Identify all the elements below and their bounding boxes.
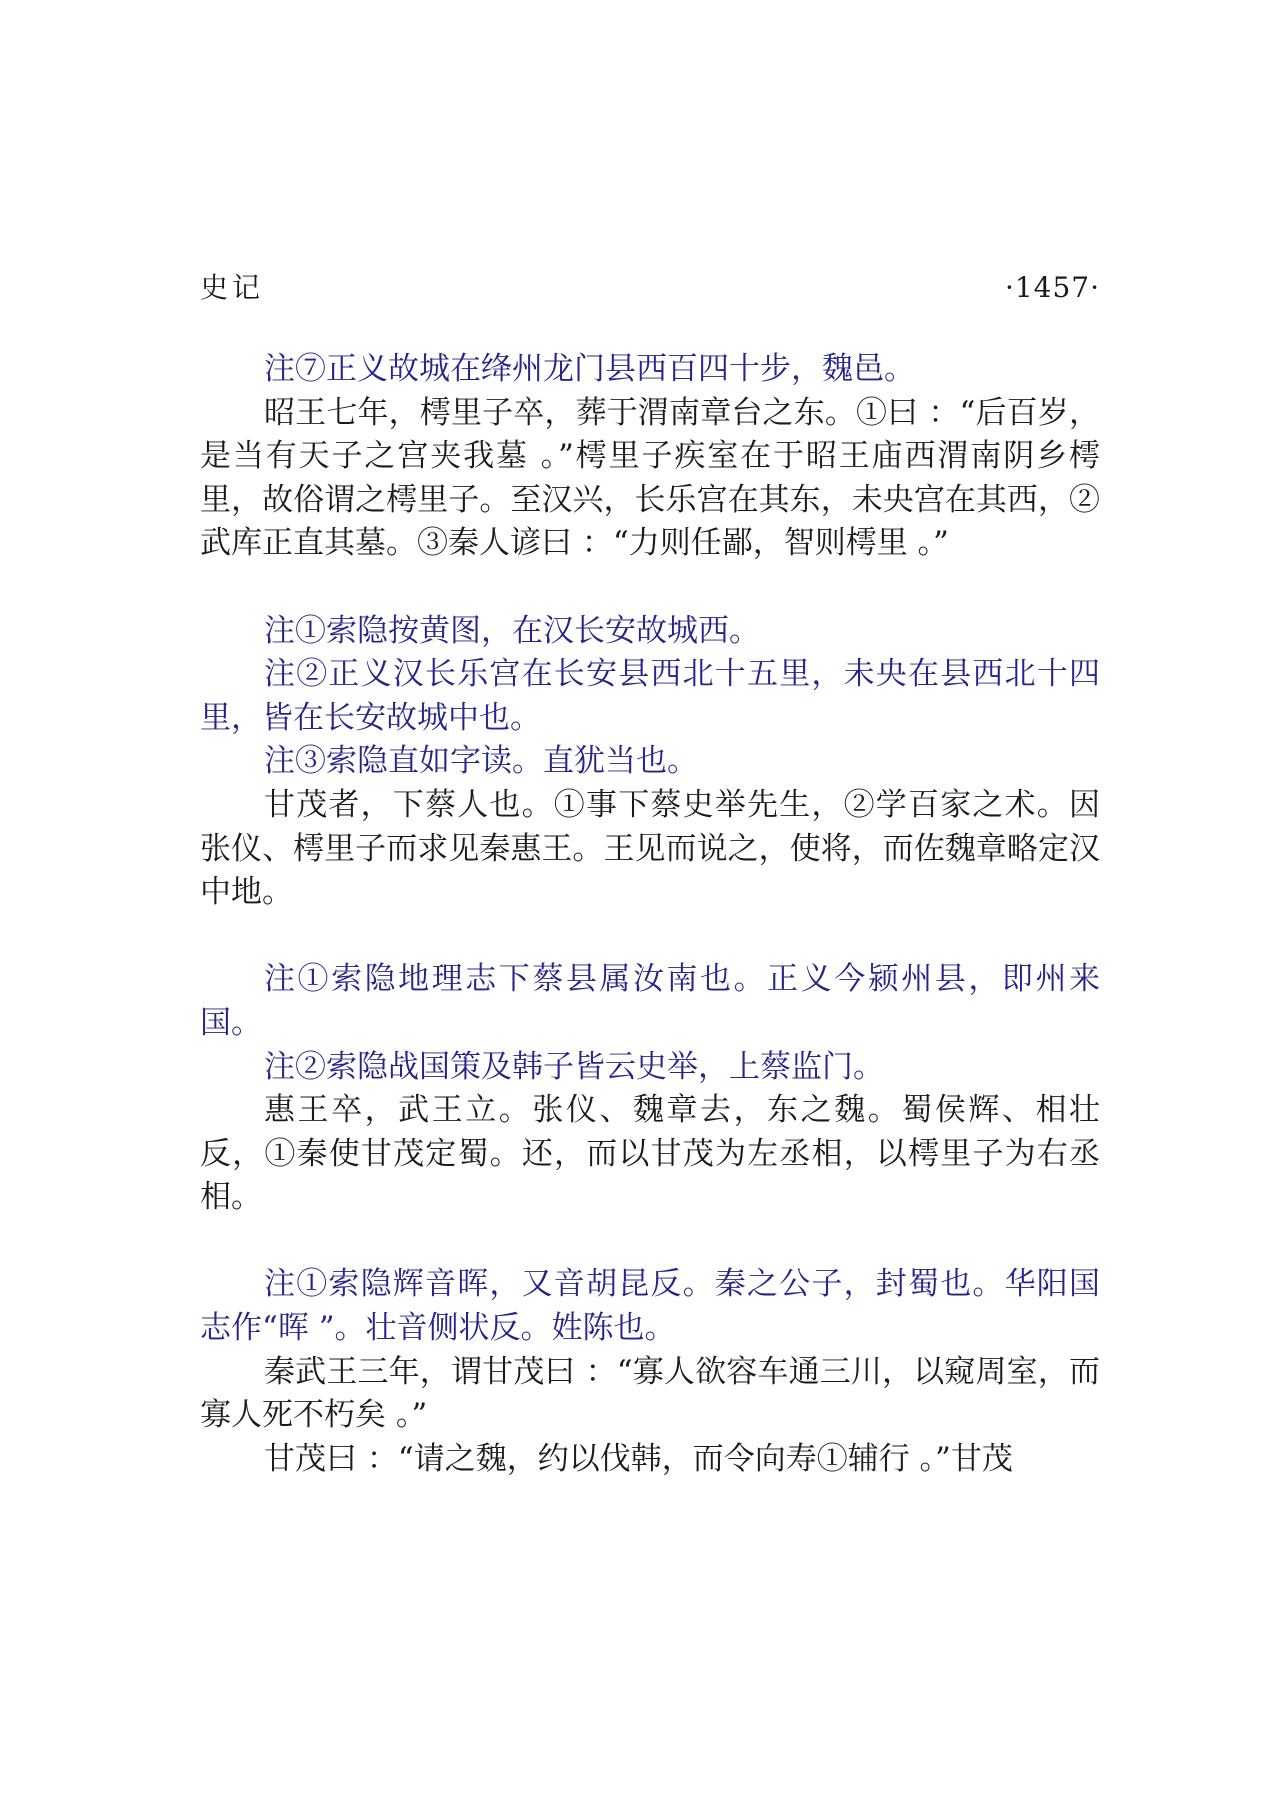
text-paragraph: 甘茂曰 ：“请之魏，约以伐韩，而令向寿①辅行 。”甘茂 bbox=[264, 1440, 1013, 1477]
annotation-paragraph: 注①索隐辉音晖，又音胡昆反。秦之公子，封蜀也。华阳国志作“晖 ”。壮音侧状反。姓陈也。 bbox=[200, 1266, 1100, 1347]
page bbox=[200, 268, 1100, 1481]
paragraph-gap bbox=[200, 566, 1100, 610]
annotation-paragraph: 注③索隐直如字读。直犹当也。 bbox=[264, 743, 698, 780]
paragraph-gap bbox=[200, 1220, 1100, 1264]
text-paragraph: 昭王七年，樗里子卒，葬于渭南章台之东。①曰 ：“后百岁，是当有天子之宫夹我墓 。”樗里子疾室在于昭王庙西渭南阴乡樗里，故俗谓之樗里子。至汉兴，长乐宫在其东，未央宫在其西，②武库正直其墓。③秦人谚曰 ：“力则任鄙，智则樗里 。” bbox=[200, 394, 1100, 562]
page-header bbox=[200, 268, 1100, 308]
text-paragraph: 秦武王三年，谓甘茂曰 ：“寡人欲容车通三川，以窥周室，而寡人死不朽矣 。” bbox=[200, 1353, 1100, 1434]
annotation-paragraph: 注②正义汉长乐宫在长安县西北十五里，未央在县西北十四里，皆在长安故城中也。 bbox=[200, 656, 1100, 736]
page-number: ·1457· bbox=[1004, 271, 1100, 304]
book-title: 史记 bbox=[200, 271, 265, 304]
annotation-paragraph: 注①索隐按黄图，在汉长安故城西。 bbox=[264, 612, 760, 649]
page-body bbox=[200, 348, 1100, 1481]
annotation-paragraph: 注①索隐地理志下蔡县属汝南也。正义今颍州县，即州来国。 bbox=[200, 961, 1100, 1041]
annotation-paragraph: 注②索隐战国策及韩子皆云史举，上蔡监门。 bbox=[264, 1048, 884, 1085]
text-paragraph: 甘茂者，下蔡人也。①事下蔡史举先生，②学百家之术。因张仪、樗里子而求见秦惠王。王见而说之，使将，而佐魏章略定汉中地。 bbox=[200, 786, 1100, 911]
paragraph-gap bbox=[200, 915, 1100, 959]
text-paragraph: 惠王卒，武王立。张仪、魏章去，东之魏。蜀侯辉、相壮反，①秦使甘茂定蜀。还，而以甘茂为左丞相，以樗里子为右丞相。 bbox=[200, 1092, 1100, 1216]
annotation-paragraph: 注⑦正义故城在绛州龙门县西百四十步，魏邑。 bbox=[264, 351, 915, 387]
